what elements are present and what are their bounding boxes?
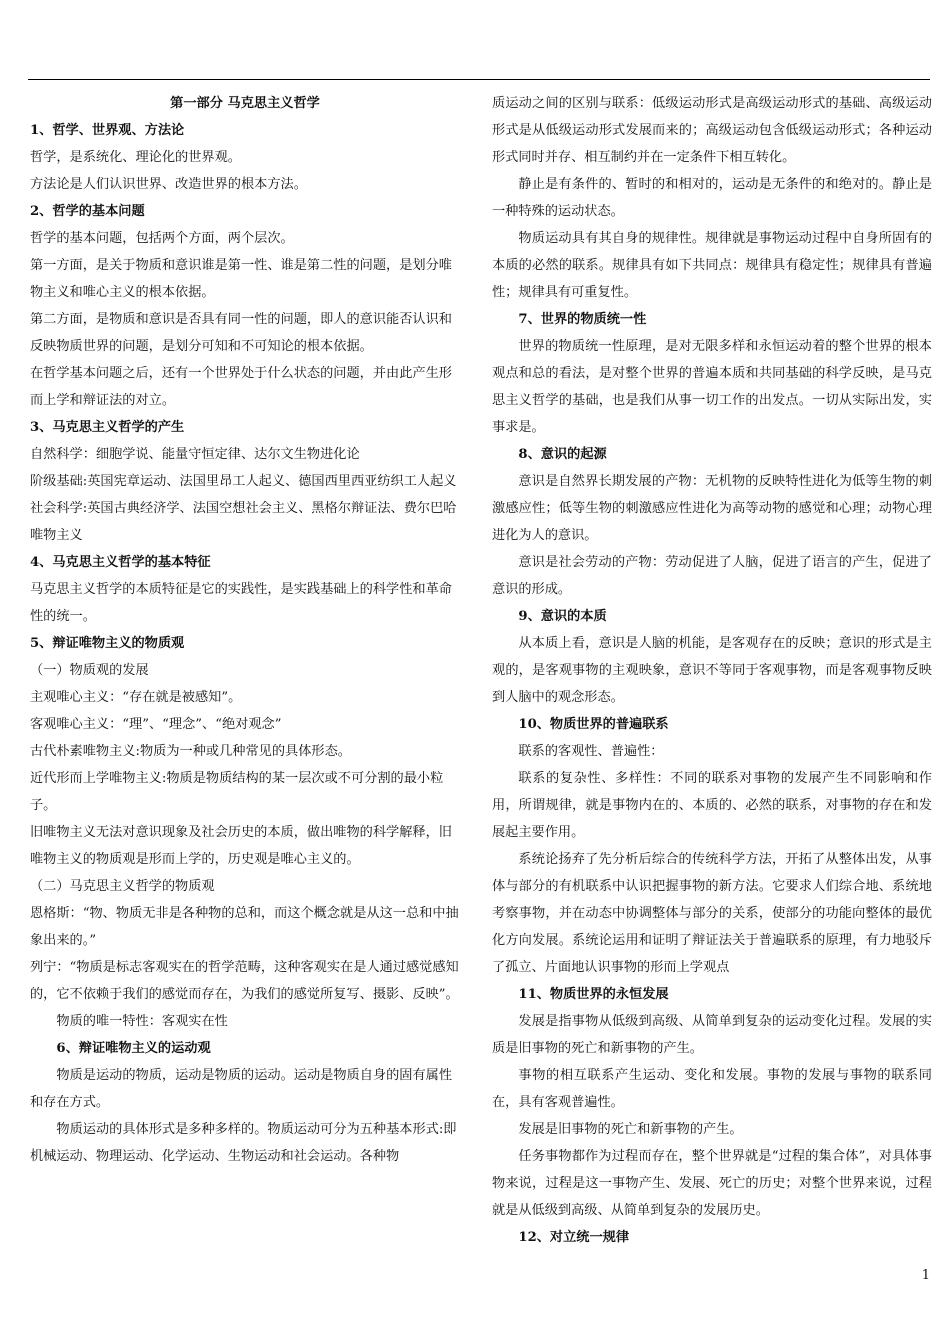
- section-heading: 3、马克思主义哲学的产生: [30, 420, 185, 435]
- paragraph: 方法论是人们认识世界、改造世界的根本方法。: [30, 177, 307, 192]
- paragraph: 第二方面，是物质和意识是否具有同一性的问题，即人的意识能否认识和反映物质世界的问题，是划分可知和不可知论的根本依据。: [30, 312, 452, 354]
- paragraph: 列宁：“物质是标志客观实在的哲学范畴，这种客观实在是人通过感觉感知的，它不依赖于我们的感觉而存在，为我们的感觉所复写、摄影、反映”。: [30, 960, 459, 1002]
- section-heading: 1、哲学、世界观、方法论: [30, 123, 185, 138]
- paragraph: 主观唯心主义：“存在就是被感知”。: [30, 690, 242, 705]
- page-number: 1: [921, 1268, 930, 1283]
- left-column: [30, 90, 460, 1170]
- section-heading: 7、世界的物质统一性: [518, 312, 647, 327]
- paragraph: 静止是有条件的、暂时的和相对的，运动是无条件的和绝对的。静止是一种特殊的运动状态。: [492, 177, 932, 219]
- paragraph: 旧唯物主义无法对意识现象及社会历史的本质，做出唯物的科学解释，旧唯物主义的物质观是形而上学的，历史观是唯心主义的。: [30, 825, 452, 867]
- page-title: 第一部分 马克思主义哲学: [170, 96, 320, 111]
- paragraph: 物质运动具有其自身的规律性。规律就是事物运动过程中自身所固有的本质的必然的联系。规律具有如下共同点：规律具有稳定性；规律具有普遍性；规律具有可重复性。: [492, 231, 932, 300]
- paragraph: 物质是运动的物质，运动是物质的运动。运动是物质自身的固有属性和存在方式。: [30, 1068, 453, 1110]
- section-heading: 12、对立统一规律: [518, 1230, 630, 1245]
- paragraph: 客观唯心主义：“理”、“理念”、“绝对观念”: [30, 717, 282, 732]
- paragraph: 社会科学:英国古典经济学、法国空想社会主义、黑格尔辩证法、费尔巴哈唯物主义: [30, 501, 457, 543]
- section-heading: 6、辩证唯物主义的运动观: [56, 1041, 211, 1056]
- paragraph: 物质运动的具体形式是多种多样的。物质运动可分为五种基本形式:即机械运动、物理运动、化学运动、生物运动和社会运动。各种物: [30, 1122, 457, 1164]
- paragraph: （一）物质观的发展: [30, 663, 149, 678]
- paragraph: 意识是自然界长期发展的产物：无机物的反映特性进化为低等生物的刺激感应性；低等生物的刺激感应性进化为高等动物的感觉和心理；动物心理进化为人的意识。: [492, 474, 932, 543]
- paragraph: 物质的唯一特性：客观实在性: [56, 1014, 228, 1029]
- paragraph: 近代形而上学唯物主义:物质是物质结构的某一层次或不可分割的最小粒子。: [30, 771, 444, 813]
- paragraph: 系统论扬弃了先分析后综合的传统科学方法，开拓了从整体出发，从事体与部分的有机联系中认识把握事物的新方法。它要求人们综合地、系统地考察事物，并在动态中协调整体与部分的关系，使部分的功能向整体的最优化方向发展。系统论运用和证明了辩证法关于普遍联系的原理，有力地驳斥了孤立、片面地认识事物的形而上学观点: [492, 852, 932, 975]
- paragraph: 马克思主义哲学的本质特征是它的实践性，是实践基础上的科学性和革命性的统一。: [30, 582, 452, 624]
- paragraph: 阶级基础:英国宪章运动、法国里昂工人起义、德国西里西亚纺织工人起义: [30, 474, 457, 489]
- section-heading: 8、意识的起源: [518, 447, 607, 462]
- right-column-content: [492, 90, 932, 1251]
- left-column-content: [30, 117, 460, 1170]
- section-heading: 5、辩证唯物主义的物质观: [30, 636, 185, 651]
- paragraph: 事物的相互联系产生运动、变化和发展。事物的发展与事物的联系同在，具有客观普遍性。: [492, 1068, 932, 1110]
- paragraph: 质运动之间的区别与联系：低级运动形式是高级运动形式的基础、高级运动形式是从低级运动形式发展而来的；高级运动包含低级运动形式；各种运动形式同时并存、相互制约并在一定条件下相互转化。: [492, 96, 932, 165]
- paragraph: 第一方面，是关于物质和意识谁是第一性、谁是第二性的问题，是划分唯物主义和唯心主义的根本依据。: [30, 258, 452, 300]
- paragraph: 从本质上看，意识是人脑的机能，是客观存在的反映；意识的形式是主观的，是客观事物的主观映象，意识不等同于客观事物，而是客观事物反映到人脑中的观念形态。: [492, 636, 932, 705]
- paragraph: 古代朴素唯物主义:物质为一种或几种常见的具体形态。: [30, 744, 351, 759]
- paragraph: 任务事物都作为过程而存在，整个世界就是“过程的集合体”，对具体事物来说，过程是这一事物产生、发展、死亡的历史；对整个世界来说，过程就是从低级到高级、从简单到复杂的发展历史。: [492, 1149, 932, 1218]
- section-heading: 2、哲学的基本问题: [30, 204, 145, 219]
- right-column: [492, 90, 932, 1251]
- paragraph: 在哲学基本问题之后，还有一个世界处于什么状态的问题，并由此产生形而上学和辩证法的对立。: [30, 366, 452, 408]
- section-heading: 4、马克思主义哲学的基本特征: [30, 555, 211, 570]
- section-heading: 9、意识的本质: [518, 609, 607, 624]
- paragraph: 哲学的基本问题，包括两个方面，两个层次。: [30, 231, 294, 246]
- paragraph: 世界的物质统一性原理，是对无限多样和永恒运动着的整个世界的根本观点和总的看法，是对整个世界的普遍本质和共同基础的科学反映，是马克思主义哲学的基础，也是我们从事一切工作的出发点。一切从实际出发，实事求是。: [492, 339, 932, 435]
- paragraph: 意识是社会劳动的产物：劳动促进了人脑，促进了语言的产生，促进了意识的形成。: [492, 555, 932, 597]
- paragraph: 发展是指事物从低级到高级、从简单到复杂的运动变化过程。发展的实质是旧事物的死亡和新事物的产生。: [492, 1014, 932, 1056]
- paragraph: 自然科学：细胞学说、能量守恒定律、达尔文生物进化论: [30, 447, 360, 462]
- paragraph: （二）马克思主义哲学的物质观: [30, 879, 215, 894]
- section-heading: 10、物质世界的普遍联系: [518, 717, 669, 732]
- section-heading: 11、物质世界的永恒发展: [518, 987, 669, 1002]
- paragraph: 发展是旧事物的死亡和新事物的产生。: [518, 1122, 743, 1137]
- top-rule: [28, 79, 930, 80]
- paragraph: 联系的复杂性、多样性：不同的联系对事物的发展产生不同影响和作用，所谓规律，就是事物内在的、本质的、必然的联系，对事物的存在和发展起主要作用。: [492, 771, 932, 840]
- paragraph: 哲学，是系统化、理论化的世界观。: [30, 150, 241, 165]
- paragraph: 联系的客观性、普遍性：: [518, 744, 664, 759]
- paragraph: 恩格斯：“物、物质无非是各种物的总和，而这个概念就是从这一总和中抽象出来的。”: [30, 906, 459, 948]
